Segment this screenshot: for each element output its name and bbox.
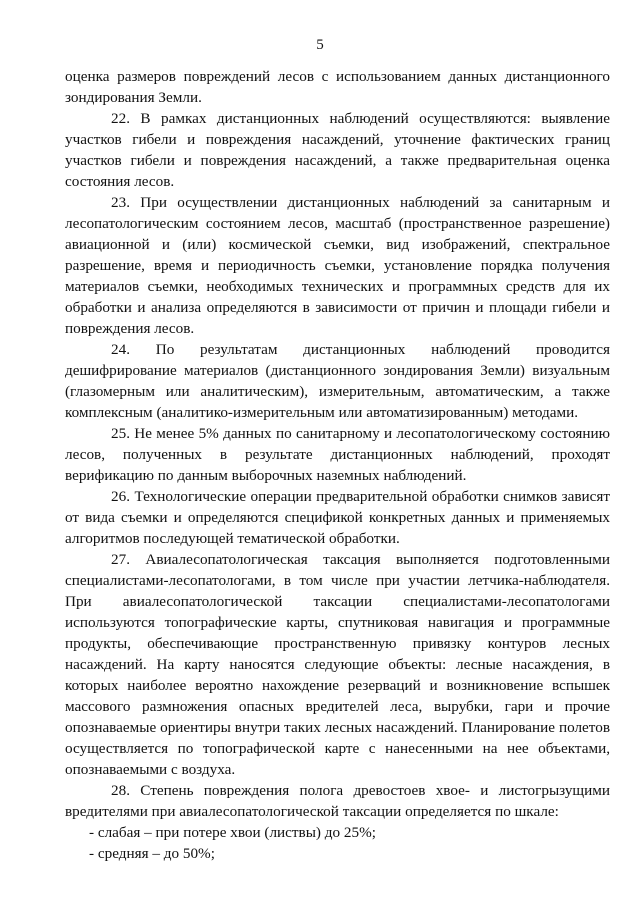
paragraph-continuation: оценка размеров повреждений лесов с использованием данных дистанционного зондирования Земли.	[65, 68, 610, 106]
page-number: 5	[316, 37, 324, 53]
list-item-medium: - средняя – до 50%;	[89, 845, 215, 862]
paragraph-25: 25. Не менее 5% данных по санитарному и лесопатологическому состоянию лесов, полученных в результате дистанционных наблюдений, проходят верификацию по данным выборочных наземных наблюдений.	[65, 425, 610, 484]
paragraph-26: 26. Технологические операции предварительной обработки снимков зависят от вида съемки и определяются спецификой конкретных данных и применяемых алгоритмов последующей тематической обработки.	[65, 488, 610, 547]
document-body	[65, 66, 610, 864]
paragraph-28: 28. Степень повреждения полога древостоев хвое- и листогрызущими вредителями при авиалесопатологической таксации определяется по шкале:	[65, 782, 610, 820]
paragraph-27: 27. Авиалесопатологическая таксация выполняется подготовленными специалистами-лесопатологами, в том числе при участии летчика-наблюдателя. При авиалесопатологической таксации специалистами-лесопатологами используются топографические карты, спутниковая навигация и программные продукты, обеспечивающие пространственную привязку контуров лесных насаждений. На карту наносятся следующие объекты: лесные насаждения, в которых наиболее вероятно нахождение резерваций и возникновение вспышек массового размножения опасных вредителей леса, вырубки, гари и прочие опознаваемые ориентиры внутри таких лесных насаждений. Планирование полетов осуществляется по топографической карте с нанесенными на нее объектами, опознаваемыми с воздуха.	[65, 551, 610, 778]
paragraph-24: 24. По результатам дистанционных наблюдений проводится дешифрирование материалов (дистанционного зондирования Земли) визуальным (глазомерным или аналитическим), измерительным, автоматическим, а также комплексным (аналитико-измерительным или автоматизированным) методами.	[65, 341, 610, 421]
paragraph-22: 22. В рамках дистанционных наблюдений осуществляются: выявление участков гибели и повреждения насаждений, уточнение фактических границ участков гибели и повреждения насаждений, а также предварительная оценка состояния лесов.	[65, 110, 610, 190]
list-item-slight: - слабая – при потере хвои (листвы) до 25%;	[89, 824, 376, 841]
paragraph-23: 23. При осуществлении дистанционных наблюдений за санитарным и лесопатологическим состоянием лесов, масштаб (пространственное разрешение) авиационной и (или) космической съемки, вид изображений, спектральное разрешение, время и периодичность съемки, установление порядка получения материалов съемки, необходимых технических и программных средств для их обработки и анализа определяются в зависимости от причин и площади гибели и повреждения лесов.	[65, 194, 610, 337]
